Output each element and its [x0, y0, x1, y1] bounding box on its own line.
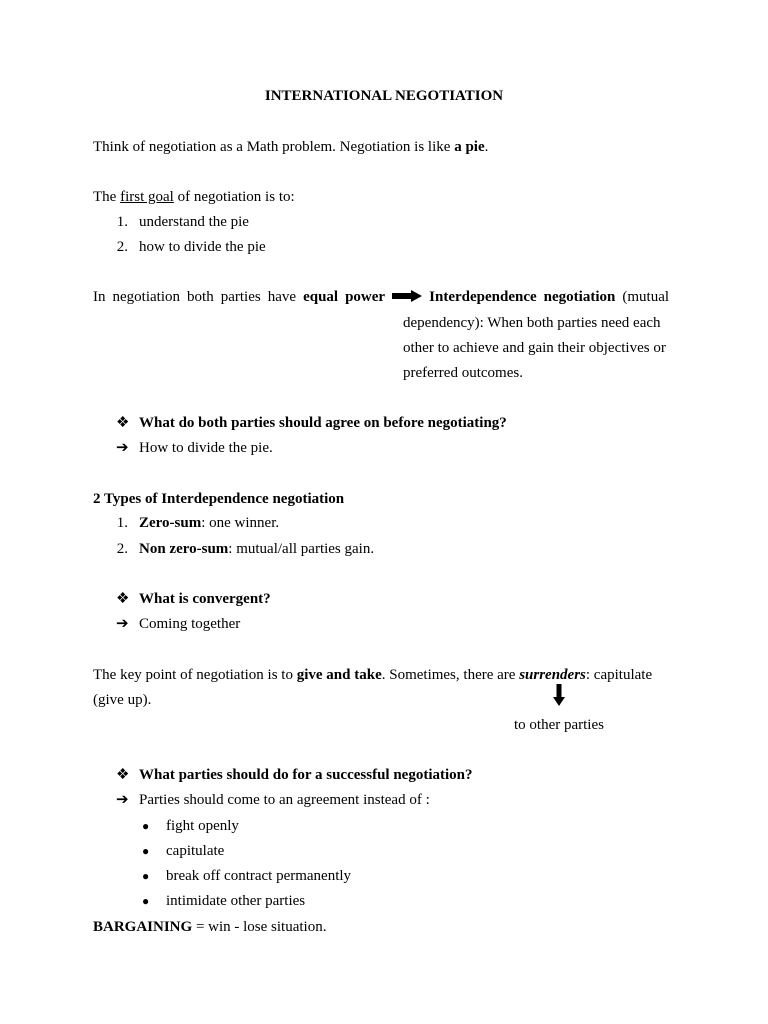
type-term: Zero-sum: [139, 515, 202, 531]
intro-text: Think of negotiation as a Math problem. Negotiation is like: [93, 139, 455, 155]
bullet-text: fight openly: [166, 818, 239, 834]
key-point-line2: (give up).: [93, 692, 152, 708]
type-term: Non zero-sum: [139, 541, 229, 557]
key-point-bold: give and take: [296, 667, 382, 683]
definition-line: other to achieve and gain their objectives or: [403, 340, 666, 356]
first-goal-post: of negotiation is to:: [173, 189, 295, 205]
key-point-surrenders: surrenders: [519, 667, 586, 683]
first-goal-pre: The: [93, 189, 121, 205]
key-point-note: to other parties: [514, 717, 604, 733]
bullet-dot-icon: ●: [142, 894, 150, 908]
question-text: What do both parties should agree on before negotiating?: [139, 415, 507, 431]
answer-text: Parties should come to an agreement instead of :: [139, 792, 430, 808]
equal-power-after: (mutual: [622, 289, 670, 305]
equal-power-pre: In negotiation both parties have: [93, 289, 304, 305]
bullet-text: intimidate other parties: [166, 893, 306, 909]
key-point-post: : capitulate: [585, 667, 653, 683]
answer-text: How to divide the pie.: [139, 440, 273, 456]
bullet-text: capitulate: [166, 843, 225, 859]
intro-end: .: [484, 139, 489, 155]
right-arrow-icon: [392, 290, 422, 302]
bargaining-line: [93, 917, 326, 937]
type-desc: : one winner.: [201, 515, 280, 531]
bullet-dot-icon: ●: [142, 819, 150, 833]
answer-text: Coming together: [139, 616, 241, 632]
definition-line: dependency): When both parties need each: [403, 315, 661, 331]
intro-line: [93, 137, 488, 157]
diamond-bullet-icon: ❖: [116, 591, 130, 607]
interdependence-term: Interdependence negotiation: [429, 289, 616, 305]
list-number: 2.: [116, 239, 128, 255]
types-heading: 2 Types of Interdependence negotiation: [93, 491, 345, 507]
intro-bold: a pie: [454, 139, 485, 155]
first-goal-underlined: first goal: [120, 189, 174, 205]
bargaining-term: BARGAINING: [93, 919, 193, 935]
page-title: INTERNATIONAL NEGOTIATION: [264, 88, 504, 104]
bullet-dot-icon: ●: [142, 869, 150, 883]
question-text: What is convergent?: [139, 591, 271, 607]
list-number: 1.: [116, 515, 128, 531]
bullet-text: break off contract permanently: [166, 868, 352, 884]
equal-power-line: [93, 287, 669, 307]
diamond-bullet-icon: ❖: [116, 767, 130, 783]
definition-line: preferred outcomes.: [403, 365, 523, 381]
type-desc: : mutual/all parties gain.: [228, 541, 375, 557]
key-point-pre: The key point of negotiation is to: [93, 667, 297, 683]
diamond-bullet-icon: ❖: [116, 415, 130, 431]
list-number: 2.: [116, 541, 128, 557]
question-text: What parties should do for a successful negotiation?: [139, 767, 473, 783]
down-arrow-icon: [553, 684, 565, 706]
arrow-bullet-icon: ➔: [116, 440, 129, 456]
bullet-dot-icon: ●: [142, 844, 150, 858]
list-text: understand the pie: [139, 214, 249, 230]
bargaining-desc: = win - lose situation.: [192, 919, 327, 935]
first-goal-line: [93, 187, 295, 207]
list-text: how to divide the pie: [139, 239, 266, 255]
arrow-bullet-icon: ➔: [116, 792, 129, 808]
key-point-line: [93, 665, 652, 685]
equal-power-bold: equal power: [303, 289, 386, 305]
list-number: 1.: [116, 214, 128, 230]
key-point-mid: . Sometimes, there are: [381, 667, 520, 683]
arrow-bullet-icon: ➔: [116, 616, 129, 632]
